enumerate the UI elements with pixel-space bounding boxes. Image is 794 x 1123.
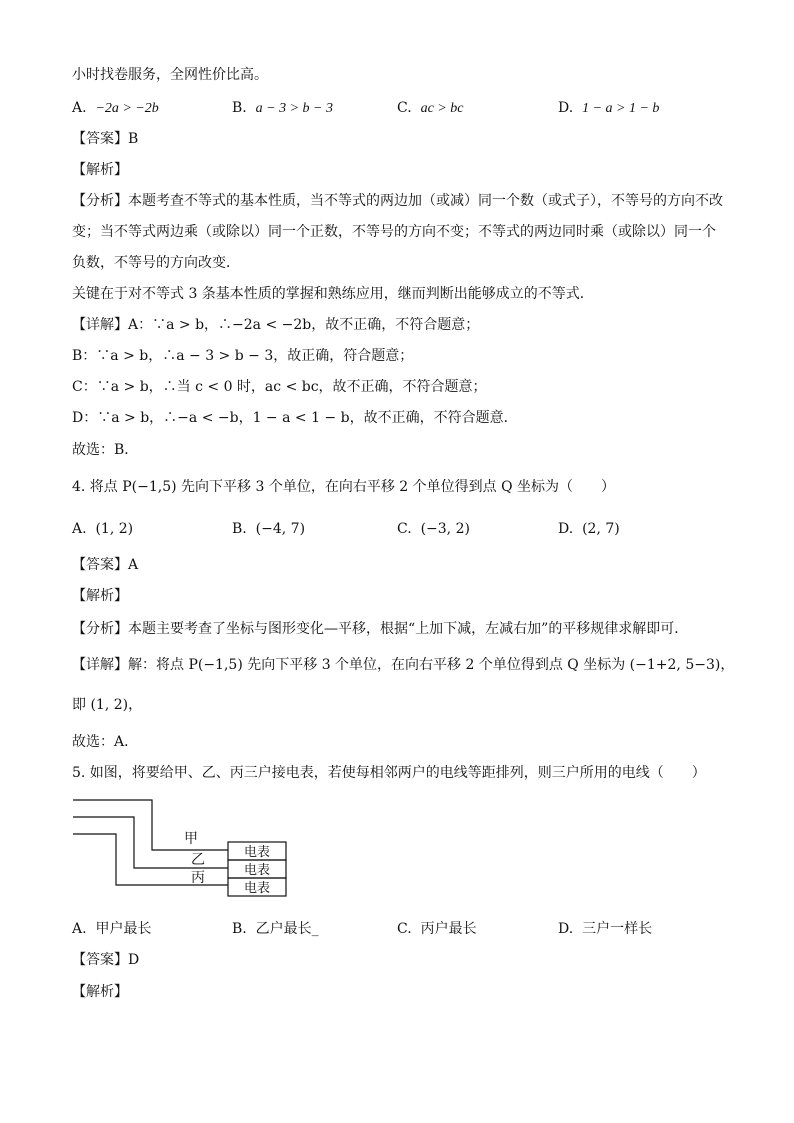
q4-detail-line-1: 【详解】解：将点 P(−1,5) 先向下平移 3 个单位，在向右平移 2 个单位得到点 Q 坐标为 (−1+2, 5−3)， [72,657,735,673]
q3-option-d: D. 1 − a > 1 − b [558,100,660,116]
meter-label-3: 电表 [243,881,271,896]
label-bing: 丙 [191,870,205,886]
q5-option-c: C. 丙户最长 [397,921,477,937]
q3-analysis-line-4: 关键在于对不等式 3 条基本性质的掌握和熟练应用，继而判断出能够成立的不等式． [72,286,594,302]
q4-choose: 故选：A． [72,734,139,750]
meter-label-1: 电表 [243,845,271,860]
label-yi: 乙 [191,852,205,868]
q4-option-b: B. (−4, 7) [232,521,306,537]
q4-option-d: D. (2, 7) [558,521,620,537]
q4-jiexi-heading: 【解析】 [72,588,128,604]
q5-answer: 【答案】D [72,952,140,968]
q3-detail-a: 【详解】A：∵a > b，∴−2a < −2b，故不正确，不符合题意； [72,317,480,333]
q5-option-a: A. 甲户最长 [72,921,152,937]
meter-label-2: 电表 [243,863,271,878]
q3-analysis-line-1: 【分析】本题考查不等式的基本性质，当不等式的两边加（或减）同一个数（或式子），不等号的方向不改 [72,193,723,209]
q5-stem: 5. 如图，将要给甲、乙、丙三户接电表，若使每相邻两户的电线等距排列，则三户所用的电线（ ） [72,765,706,781]
q3-analysis-line-2: 变；当不等式两边乘（或除以）同一个正数，不等号的方向不变；不等式的两边同时乘（或除以）同一个 [72,224,716,240]
q4-answer: 【答案】A [72,557,139,573]
label-jia: 甲 [184,831,198,847]
q3-analysis-line-3: 负数，不等号的方向改变． [72,255,240,271]
q3-answer: 【答案】B [72,131,139,147]
q3-jiexi-heading: 【解析】 [72,162,128,178]
q3-detail-d: D：∵a > b，∴−a < −b，1 − a < 1 − b，故不正确，不符合题意． [72,410,518,426]
q4-analysis: 【分析】本题主要考查了坐标与图形变化—平移，根据“上加下减，左减右加”的平移规律求解即可． [72,621,689,637]
q3-detail-b: B：∵a > b，∴a − 3 > b − 3，故正确，符合题意； [72,348,414,364]
q3-option-a: A. −2a > −2b [72,100,159,116]
wire-jia [73,800,228,850]
q4-option-c: C. (−3, 2) [397,521,470,537]
intro-line: 小时找卷服务，全网性价比高。 [72,67,268,83]
q3-option-c: C. ac > bc [397,100,464,116]
q4-option-a: A. (1, 2) [72,521,134,537]
q5-jiexi-heading: 【解析】 [72,984,128,1000]
q4-stem: 4. 将点 P(−1,5) 先向下平移 3 个单位，在向右平移 2 个单位得到点 Q 坐标为（ ） [72,479,616,495]
q5-option-d: D. 三户一样长 [558,921,653,937]
q3-option-b: B. a − 3 > b − 3 [232,100,333,116]
q5-option-b: B. 乙户最长_ [232,921,319,937]
q4-detail-line-2: 即 (1, 2)， [72,697,143,713]
q5-wiring-figure [70,797,300,905]
q3-choose: 故选：B． [72,442,139,458]
q3-detail-c: C：∵a > b，∴当 c < 0 时，ac < bc，故不正确，不符合题意； [72,379,487,395]
